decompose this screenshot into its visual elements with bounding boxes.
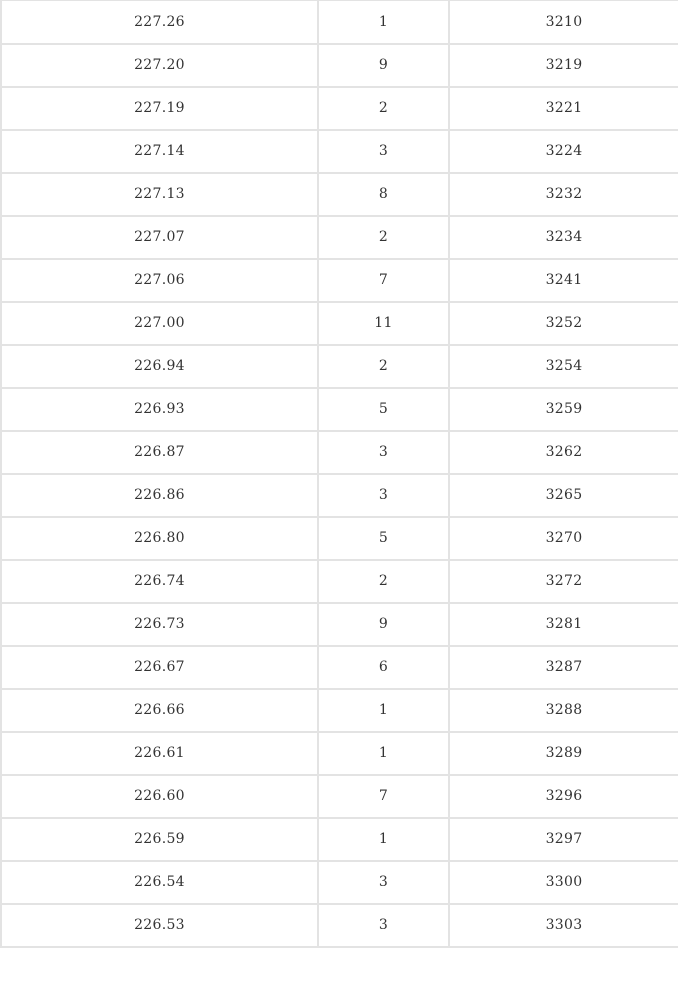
count-cell: 3 — [318, 130, 449, 173]
count-cell: 1 — [318, 732, 449, 775]
cumulative-cell: 3296 — [449, 775, 678, 818]
count-cell: 9 — [318, 603, 449, 646]
count-cell: 3 — [318, 904, 449, 947]
count-cell: 2 — [318, 560, 449, 603]
count-cell: 8 — [318, 173, 449, 216]
table-body — [1, 1, 678, 947]
count-cell: 6 — [318, 646, 449, 689]
cumulative-cell: 3270 — [449, 517, 678, 560]
count-cell: 3 — [318, 431, 449, 474]
table-row — [1, 345, 678, 388]
table-row — [1, 646, 678, 689]
count-cell: 3 — [318, 474, 449, 517]
score-cell: 226.60 — [1, 775, 318, 818]
cumulative-cell: 3289 — [449, 732, 678, 775]
score-cell: 226.93 — [1, 388, 318, 431]
cumulative-cell: 3272 — [449, 560, 678, 603]
score-cell: 227.06 — [1, 259, 318, 302]
cumulative-cell: 3265 — [449, 474, 678, 517]
cumulative-cell: 3303 — [449, 904, 678, 947]
count-cell: 7 — [318, 259, 449, 302]
table-row — [1, 818, 678, 861]
score-cell: 226.54 — [1, 861, 318, 904]
table-row — [1, 302, 678, 345]
cumulative-cell: 3241 — [449, 259, 678, 302]
table-row — [1, 689, 678, 732]
count-cell: 7 — [318, 775, 449, 818]
cumulative-cell: 3254 — [449, 345, 678, 388]
table-row — [1, 560, 678, 603]
cumulative-cell: 3252 — [449, 302, 678, 345]
cumulative-cell: 3232 — [449, 173, 678, 216]
count-cell: 2 — [318, 216, 449, 259]
count-cell: 2 — [318, 87, 449, 130]
score-cell: 226.87 — [1, 431, 318, 474]
cumulative-cell: 3210 — [449, 1, 678, 44]
table-row — [1, 130, 678, 173]
table-row — [1, 173, 678, 216]
count-cell: 3 — [318, 861, 449, 904]
score-cell: 226.59 — [1, 818, 318, 861]
cumulative-cell: 3221 — [449, 87, 678, 130]
cumulative-cell: 3234 — [449, 216, 678, 259]
cumulative-cell: 3224 — [449, 130, 678, 173]
score-cell: 226.74 — [1, 560, 318, 603]
table-row — [1, 517, 678, 560]
table-row — [1, 775, 678, 818]
table-row — [1, 216, 678, 259]
score-cell: 227.00 — [1, 302, 318, 345]
count-cell: 1 — [318, 1, 449, 44]
count-cell: 1 — [318, 818, 449, 861]
score-cell: 226.53 — [1, 904, 318, 947]
table-row — [1, 603, 678, 646]
cumulative-cell: 3287 — [449, 646, 678, 689]
score-cell: 226.80 — [1, 517, 318, 560]
table-row — [1, 474, 678, 517]
score-cell: 226.66 — [1, 689, 318, 732]
table-row — [1, 861, 678, 904]
score-cell: 227.14 — [1, 130, 318, 173]
count-cell: 5 — [318, 517, 449, 560]
count-cell: 11 — [318, 302, 449, 345]
table-row — [1, 431, 678, 474]
count-cell: 2 — [318, 345, 449, 388]
cumulative-cell: 3262 — [449, 431, 678, 474]
score-cell: 226.94 — [1, 345, 318, 388]
count-cell: 5 — [318, 388, 449, 431]
count-cell: 9 — [318, 44, 449, 87]
score-cell: 226.61 — [1, 732, 318, 775]
cumulative-cell: 3281 — [449, 603, 678, 646]
table-row — [1, 388, 678, 431]
table-row — [1, 1, 678, 44]
score-cell: 227.19 — [1, 87, 318, 130]
count-cell: 1 — [318, 689, 449, 732]
cumulative-cell: 3219 — [449, 44, 678, 87]
score-cell: 226.73 — [1, 603, 318, 646]
table-row — [1, 732, 678, 775]
cumulative-cell: 3259 — [449, 388, 678, 431]
score-cell: 226.86 — [1, 474, 318, 517]
score-cell: 227.26 — [1, 1, 318, 44]
cumulative-cell: 3297 — [449, 818, 678, 861]
score-cell: 227.20 — [1, 44, 318, 87]
cumulative-cell: 3288 — [449, 689, 678, 732]
table-row — [1, 87, 678, 130]
score-cell: 227.07 — [1, 216, 318, 259]
table-row — [1, 904, 678, 947]
table-row — [1, 44, 678, 87]
table-row — [1, 259, 678, 302]
cumulative-cell: 3300 — [449, 861, 678, 904]
score-cell: 226.67 — [1, 646, 318, 689]
score-cell: 227.13 — [1, 173, 318, 216]
